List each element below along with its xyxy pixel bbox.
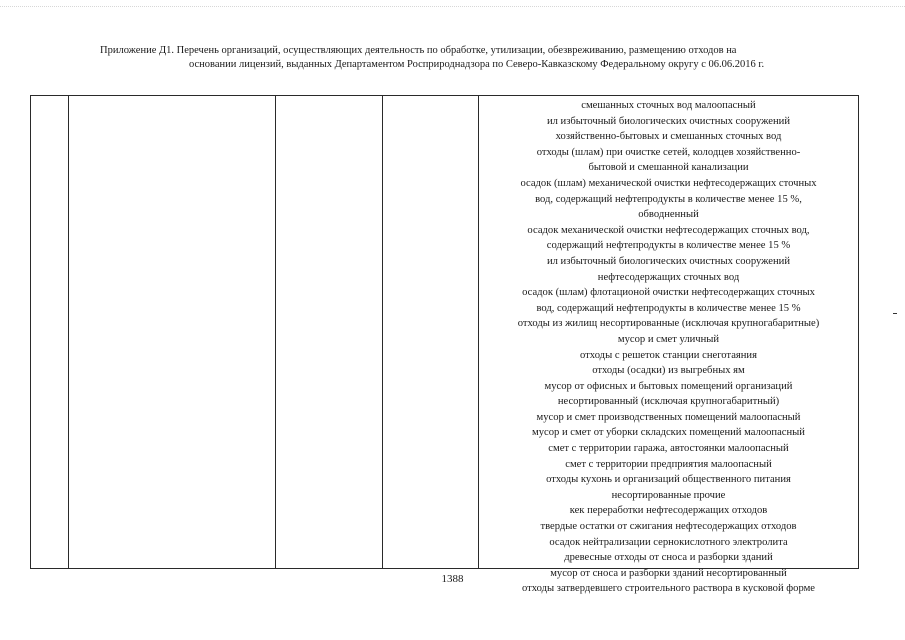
waste-line: несортированные прочие [611, 489, 726, 501]
waste-line: вод, содержащий нефтепродукты в количестве менее 15 % [536, 302, 801, 314]
waste-line: обводненный [638, 209, 699, 221]
waste-line: содержащий нефтепродукты в количестве менее 15 % [546, 240, 791, 252]
column-divider [275, 96, 276, 568]
waste-line: нефтесодержащих сточных вод [597, 271, 740, 283]
waste-line: древесные отходы от сноса и разборки зданий [564, 552, 773, 564]
waste-line: вод, содержащий нефтепродукты в количестве менее 15 %, [535, 193, 802, 205]
waste-line: осадок нейтрализации сернокислотного электролита [549, 536, 788, 548]
waste-line: хозяйственно-бытовых и смешанных сточных вод [555, 131, 782, 143]
waste-line: мусор и смет уличный [617, 333, 720, 345]
waste-line: твердые остатки от сжигания нефтесодержащих отходов [540, 521, 797, 533]
waste-line: отходы затвердевшего строительного раствора в кусковой форме [521, 583, 816, 595]
waste-types-cell [479, 98, 858, 597]
column-divider [382, 96, 383, 568]
document-header [90, 44, 880, 72]
header-line-1: Приложение Д1. Перечень организаций, осуществляющих деятельность по обработке, утилизации, обезвреживанию, размещению отходов на [100, 45, 737, 56]
scan-edge-noise [0, 6, 905, 11]
waste-line: осадок (шлам) флотационой очистки нефтесодержащих сточных [522, 287, 815, 299]
waste-line: бытовой и смешанной канализации [588, 162, 749, 174]
waste-line: отходы с решеток станции снеготаяния [580, 349, 757, 361]
waste-line: несортированный (исключая крупногабаритный) [557, 396, 780, 408]
waste-line: мусор и смет от уборки складских помещений малоопасный [532, 427, 805, 439]
waste-line: ил избыточный биологических очистных сооружений [546, 115, 791, 127]
margin-mark [893, 313, 897, 314]
waste-line: мусор от офисных и бытовых помещений организаций [544, 380, 793, 392]
page-number: 1388 [441, 573, 464, 585]
waste-line: мусор от сноса и разборки зданий несортированный [550, 567, 787, 579]
waste-line: осадок механической очистки нефтесодержащих сточных вод, [527, 224, 810, 236]
waste-line: смешанных сточных вод малоопасный [581, 100, 756, 111]
waste-line: отходы кухонь и организаций общественного питания [546, 474, 791, 486]
waste-line: отходы из жилищ несортированные (исключая крупногабаритные) [517, 318, 820, 330]
waste-line: смет с территории предприятия малоопасный [565, 458, 772, 470]
column-divider [68, 96, 69, 568]
header-line-2: основании лицензий, выданных Департаментом Росприроднадзора по Северо-Кавказскому Федеральному округу с 06.06.2016 г. [189, 59, 765, 70]
waste-line: отходы (осадки) из выгребных ям [592, 365, 745, 377]
waste-line: мусор и смет производственных помещений малоопасный [536, 411, 801, 423]
waste-line: ил избыточный биологических очистных сооружений [546, 255, 791, 267]
waste-line: смет с территории гаража, автостоянки малоопасный [548, 443, 789, 455]
waste-line: осадок (шлам) механической очистки нефтесодержащих сточных [520, 177, 817, 189]
waste-line: кек переработки нефтесодержащих отходов [569, 505, 768, 517]
waste-line: отходы (шлам) при очистке сетей, колодцев хозяйственно- [536, 146, 801, 158]
